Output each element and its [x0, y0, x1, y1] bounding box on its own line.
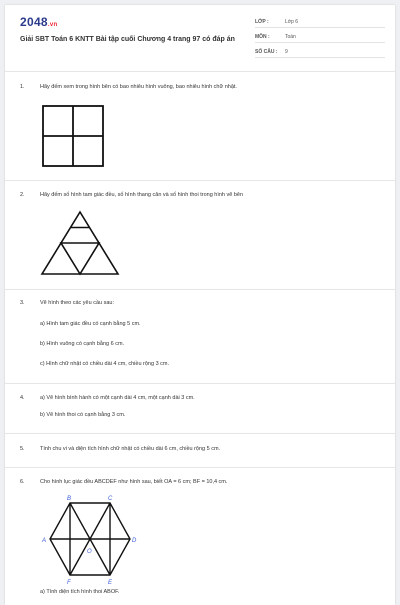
meta-grade: LỚP : Lớp 6: [255, 15, 385, 28]
question-6-figure-hexagon: [40, 495, 140, 585]
divider-1: [5, 180, 395, 181]
document-sheet: 2048.vn Giải SBT Toán 6 KNTT Bài tập cuối Chương 4 trang 97 có đáp án LỚP : Lớp 6 MÔN : Toán SỐ CÂU : 9 1. Hãy đếm xem trong hình bên có bao nhiêu hình vuông, bao nhiêu hình chữ nhật. 2. Hãy đếm số hình tam giác đều, số hình thang cân và số hình thoi trong hình vẽ bên 3. Vẽ hình theo các yêu cầu sau: a) Hình tam giác đều có cạnh bằng 5 cm. b) Hình vuông có cạnh bằng 6 cm. c) Hình chữ nhật có chiều dài 4 cm, chiều rộng 3 cm. 4. a) Vẽ hình bình hành có một cạnh dài 4 cm, một cạnh dài 3 cm. b) Vẽ hình thoi có cạnh bằng 3 cm. 5. Tính chu vi và diện tích hình chữ nhật có chiều dài 6 cm, chiều rộng 5 cm. 6. Cho hình lục giác đều ABCDEF như hình sau, biết OA = 6 cm; BF = 10,4 cm. A B C D E F O a) Tính diện tích hình thoi ABOF.: [5, 5, 395, 605]
label-E: E: [108, 580, 113, 586]
question-1-figure-grid: [42, 105, 104, 167]
label-D: D: [132, 538, 137, 544]
label-O: O: [87, 549, 92, 555]
question-2-figure-triangles: [40, 210, 120, 276]
divider-5: [5, 467, 395, 468]
question-3-part-c: c) Hình chữ nhật có chiều dài 4 cm, chiều rộng 3 cm.: [40, 361, 170, 367]
label-F: F: [67, 580, 71, 586]
label-B: B: [67, 496, 72, 502]
question-3-part-b: b) Hình vuông có cạnh bằng 6 cm.: [40, 341, 125, 347]
site-logo[interactable]: 2048.vn: [20, 15, 58, 29]
document-title: Giải SBT Toán 6 KNTT Bài tập cuối Chương 4 trang 97 có đáp án: [20, 36, 235, 43]
question-3-part-a: a) Hình tam giác đều có cạnh bằng 5 cm.: [40, 321, 141, 327]
divider-3: [5, 383, 395, 384]
divider-2: [5, 289, 395, 290]
header-divider: [5, 71, 395, 72]
label-C: C: [108, 496, 113, 502]
meta-subject: MÔN : Toán: [255, 30, 385, 43]
document-header: [5, 5, 395, 67]
question-4-part-b: b) Vẽ hình thoi có cạnh bằng 3 cm.: [40, 412, 126, 418]
label-A: A: [42, 538, 47, 544]
divider-4: [5, 433, 395, 434]
question-6-part-a: a) Tính diện tích hình thoi ABOF.: [40, 589, 120, 595]
meta-question-count: SỐ CÂU : 9: [255, 45, 385, 58]
